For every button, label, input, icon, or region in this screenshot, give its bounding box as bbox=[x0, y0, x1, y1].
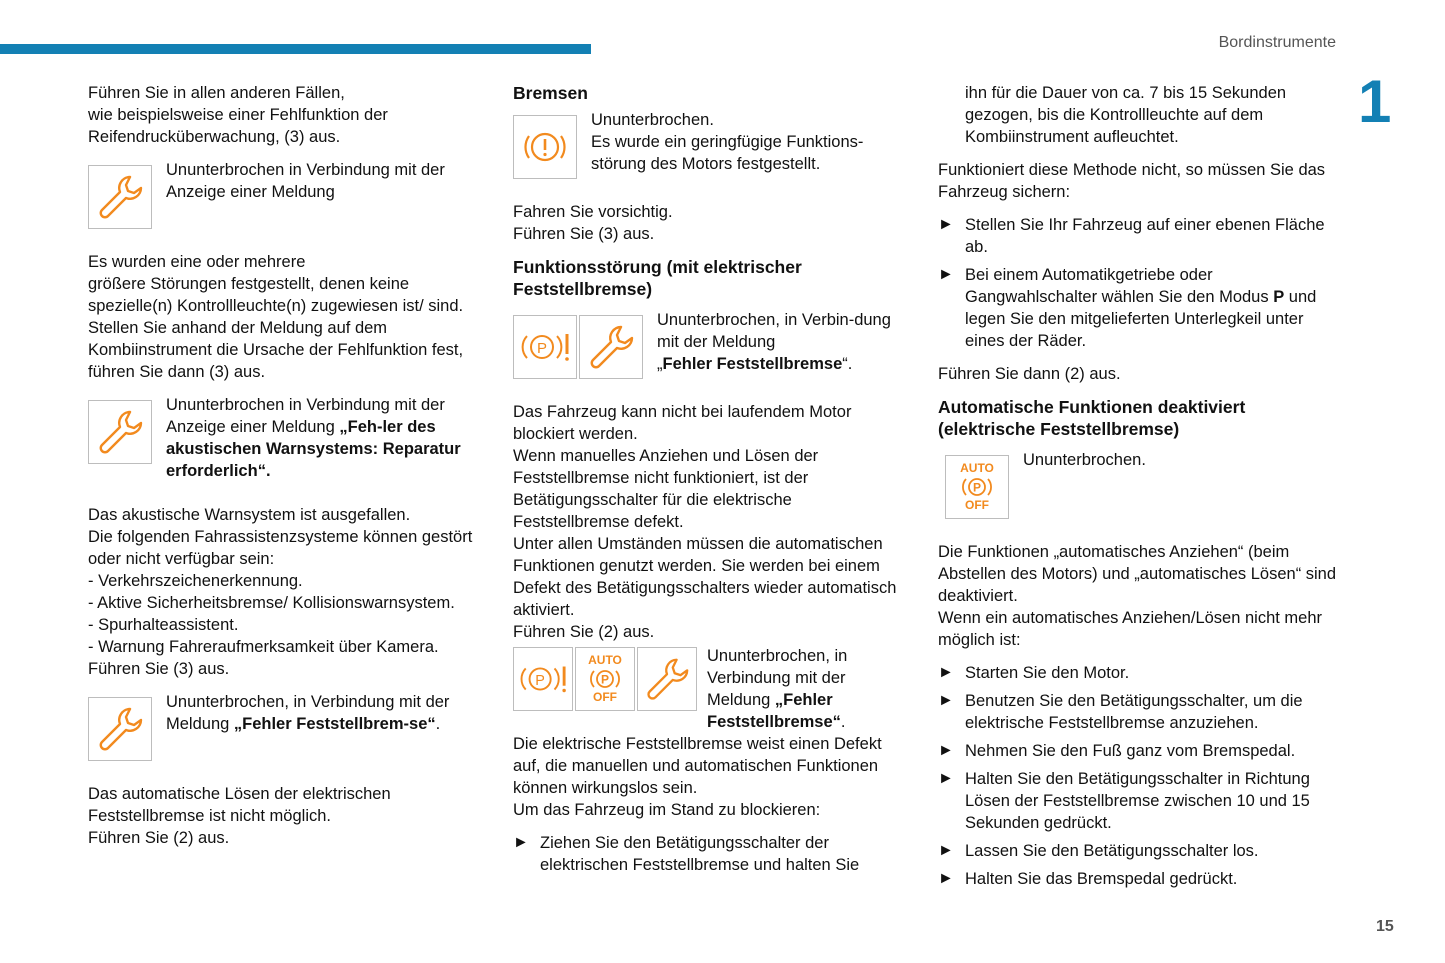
icon-description-text: Ununterbrochen, in Verbindung mit der Meldung bbox=[166, 693, 450, 733]
warning-light-entry bbox=[513, 109, 908, 179]
arrow-bullet-icon: ► bbox=[938, 770, 954, 787]
arrow-bullet-icon: ► bbox=[938, 742, 954, 759]
icon-description-text: Ununterbrochen, in Verbindung mit der Meldung bbox=[707, 647, 848, 709]
column-left bbox=[88, 82, 478, 860]
list-item-text: Ziehen Sie den Betätigungsschalter der elektrischen Feststellbremse und halten Sie bbox=[540, 834, 860, 874]
icon-description bbox=[166, 394, 478, 482]
p-letter: P bbox=[600, 672, 610, 687]
icon-description: Ununterbrochen. bbox=[1023, 451, 1146, 469]
list-item-text bbox=[965, 264, 1338, 352]
p-letter: P bbox=[536, 340, 548, 357]
arrow-bullet-icon: ► bbox=[938, 870, 954, 887]
parking-brake-fault-icon bbox=[513, 315, 577, 379]
warning-light-entry bbox=[513, 645, 908, 733]
list-item-text: Stellen Sie Ihr Fahrzeug auf einer ebenen Fläche ab. bbox=[965, 216, 1325, 256]
auto-park-off-icon bbox=[575, 647, 635, 711]
text-part: Bei einem Automatikgetriebe oder Gangwahlschalter wählen Sie den Modus bbox=[965, 266, 1274, 306]
column-right bbox=[938, 82, 1338, 896]
section-heading: Automatische Funktionen deaktiviert (elektrische Feststellbremse) bbox=[938, 397, 1246, 439]
message-name: Fehler Feststellbremse bbox=[662, 355, 843, 373]
paragraph: Fahren Sie vorsichtig. Führen Sie (3) aus. bbox=[513, 203, 673, 243]
list-item bbox=[938, 840, 1338, 862]
arrow-bullet-icon: ► bbox=[938, 842, 954, 859]
arrow-bullet-icon: ► bbox=[938, 664, 954, 681]
icon-description bbox=[166, 691, 478, 735]
paragraph: Das akustische Warnsystem ist ausgefallen. Die folgenden Fahrassistenzsysteme können gestört oder nicht verfügbar sein: - Verkehrszeichenerkennung. - Aktive Sicherheitsbremse/ Kollisionswarnsystem. - Spurhalteassistent. - Warnung Fahreraufmerksamkeit über Kamera. Führen Sie (3) aus. bbox=[88, 506, 473, 678]
wrench-icon bbox=[579, 315, 643, 379]
list-item-text: Starten Sie den Motor. bbox=[965, 664, 1130, 682]
paragraph: Das Fahrzeug kann nicht bei laufendem Motor blockiert werden. Wenn manuelles Anziehen und Lösen der Feststellbremse nicht funktioniert, ist der Betätigungsschalter für die elektrische Feststellbremse defekt. Unter allen Umständen müssen die automatischen Funktionen genutzt werden. Sie werden bei einem Defekt des Betätigungsschalters wieder automatisch aktiviert. Führen Sie (2) aus. bbox=[513, 403, 897, 641]
list-item-text: Halten Sie den Betätigungsschalter in Richtung Lösen der Feststellbremse zwischen 10 und 15 Sekunden gedrückt. bbox=[965, 770, 1310, 832]
paragraph: Die elektrische Feststellbremse weist einen Defekt auf, die manuellen und automatischen Funktionen können wirkungslos sein. Um das Fahrzeug im Stand zu blockieren: bbox=[513, 735, 882, 819]
wrench-icon bbox=[88, 400, 152, 464]
section-heading: Bremsen bbox=[513, 83, 588, 103]
paragraph: ihn für die Dauer von ca. 7 bis 15 Sekunden gezogen, bis die Kontrollleuchte auf dem Kombiinstrument aufleuchtet. bbox=[965, 84, 1287, 146]
warning-light-entry bbox=[88, 691, 478, 761]
chapter-number: 1 bbox=[1358, 68, 1392, 135]
text-part: und legen Sie den mitgelieferten Unterlegkeil unter eines der Räder. bbox=[965, 288, 1317, 350]
icon-description: Ununterbrochen in Verbindung mit der Anzeige einer Meldung bbox=[166, 161, 445, 201]
icon-description bbox=[657, 309, 908, 375]
arrow-bullet-icon: ► bbox=[513, 834, 529, 851]
p-letter: P bbox=[535, 672, 545, 689]
arrow-bullet-icon: ► bbox=[938, 266, 954, 283]
instruction-list bbox=[938, 662, 1338, 890]
auto-label: AUTO bbox=[960, 461, 994, 475]
auto-label: AUTO bbox=[588, 653, 622, 667]
header-accent-bar bbox=[0, 44, 591, 54]
list-item-text: Halten Sie das Bremspedal gedrückt. bbox=[965, 870, 1238, 888]
arrow-bullet-icon: ► bbox=[938, 692, 954, 709]
list-item-text: Nehmen Sie den Fuß ganz vom Bremspedal. bbox=[965, 742, 1296, 760]
page-number: 15 bbox=[1376, 918, 1394, 935]
punctuation: . bbox=[840, 713, 846, 731]
brake-warning-icon bbox=[513, 115, 577, 179]
icon-description: Ununterbrochen. Es wurde ein geringfügige Funktions-störung des Motors festgestellt. bbox=[591, 111, 864, 173]
list-item bbox=[938, 690, 1338, 734]
list-item bbox=[938, 740, 1338, 762]
list-item bbox=[938, 264, 1338, 352]
icon-description-text: Ununterbrochen in Verbindung mit der Anzeige einer Meldung bbox=[166, 396, 445, 436]
icon-description-text: Ununterbrochen, in Verbin-dung mit der Meldung „ bbox=[657, 311, 891, 373]
message-name: „Fehler Feststellbrem-se“ bbox=[233, 715, 436, 733]
punctuation: . bbox=[435, 715, 441, 733]
column-middle bbox=[513, 82, 908, 882]
auto-park-off-icon bbox=[945, 455, 1009, 519]
list-item-text: Lassen Sie den Betätigungsschalter los. bbox=[965, 842, 1259, 860]
list-item bbox=[938, 768, 1338, 834]
section-title: Bordinstrumente bbox=[1218, 34, 1336, 51]
parking-brake-fault-icon bbox=[513, 647, 573, 711]
wrench-icon bbox=[88, 165, 152, 229]
warning-light-entry bbox=[88, 394, 478, 482]
paragraph: Führen Sie in allen anderen Fällen, wie beispielsweise einer Fehlfunktion der Reifendrucküberwachung, (3) aus. bbox=[88, 84, 388, 146]
paragraph: Funktioniert diese Methode nicht, so müssen Sie das Fahrzeug sichern: bbox=[938, 161, 1326, 201]
message-name: „Feh-ler des akustischen Warnsystems: Reparatur erforderlich“. bbox=[166, 418, 461, 480]
list-item bbox=[938, 868, 1338, 890]
punctuation: “. bbox=[842, 355, 853, 373]
wrench-icon bbox=[637, 647, 697, 711]
warning-light-entry bbox=[88, 159, 478, 229]
arrow-bullet-icon: ► bbox=[938, 216, 954, 233]
wrench-icon bbox=[88, 697, 152, 761]
warning-light-entry bbox=[938, 449, 1338, 519]
off-label: OFF bbox=[965, 498, 989, 512]
icon-description bbox=[707, 645, 908, 733]
message-name: „Fehler Feststellbremse“ bbox=[707, 691, 841, 731]
list-item-text: Benutzen Sie den Betätigungsschalter, um die elektrische Feststellbremse anzuziehen. bbox=[965, 692, 1303, 732]
p-letter: P bbox=[972, 480, 982, 495]
list-item bbox=[938, 662, 1338, 684]
list-item bbox=[938, 214, 1338, 258]
mode-letter: P bbox=[1273, 288, 1285, 306]
paragraph: Es wurden eine oder mehrere größere Störungen festgestellt, denen keine spezielle(n) Kontrollleuchte(n) zugewiesen ist/ sind. Stellen Sie anhand der Meldung auf dem Kombiinstrument die Ursache der Fehlfunktion fest, führen Sie dann (3) aus. bbox=[88, 253, 464, 381]
section-heading: Funktionsstörung (mit elektrischer Feststellbremse) bbox=[513, 257, 802, 299]
paragraph: Führen Sie dann (2) aus. bbox=[938, 365, 1121, 383]
paragraph: Die Funktionen „automatisches Anziehen“ (beim Abstellen des Motors) und „automatisches Lösen“ sind deaktiviert. Wenn ein automatisches Anziehen/Lösen nicht mehr möglich ist: bbox=[938, 543, 1337, 649]
paragraph: Das automatische Lösen der elektrischen Feststellbremse ist nicht möglich. Führen Sie (2) aus. bbox=[88, 785, 391, 847]
off-label: OFF bbox=[593, 690, 617, 704]
list-item bbox=[513, 832, 908, 876]
warning-light-entry bbox=[513, 309, 908, 379]
